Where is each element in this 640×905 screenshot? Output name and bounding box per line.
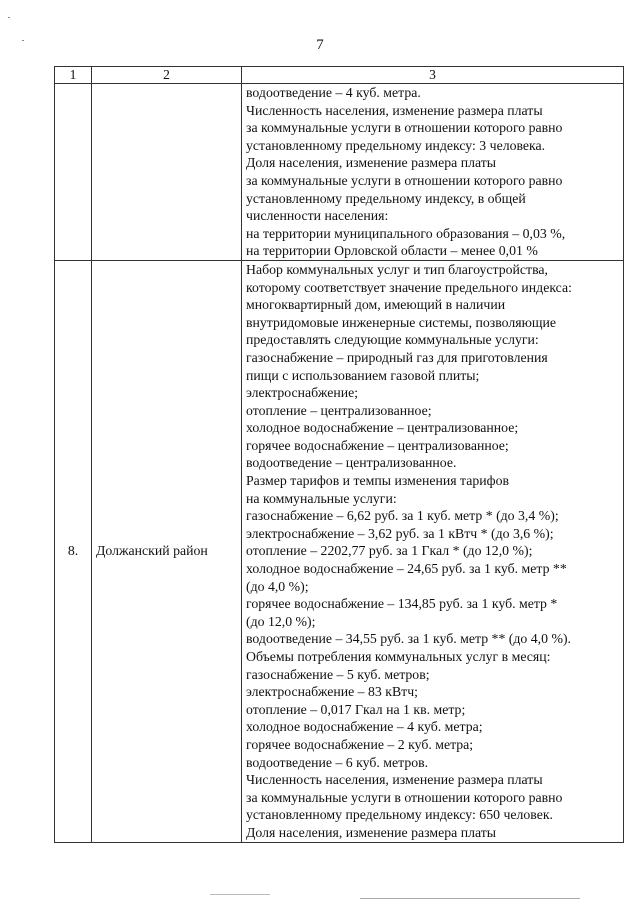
header-cell-1: 1 [55,67,92,84]
description-line: газоснабжение – природный газ для приготовления [246,349,548,365]
description-line: (до 4,0 %); [246,578,309,594]
description-line: Численность населения, изменение размера платы [246,772,543,788]
scan-artifact [8,17,10,18]
description-line: Численность населения, изменение размера платы [246,102,543,118]
description-line: установленному предельному индексу: 650 человек. [246,807,554,823]
description-line: электроснабжение – 3,62 руб. за 1 кВтч * (до 3,6 %); [246,525,554,541]
description-line: за коммунальные услуги в отношении которого равно [246,120,563,136]
row-number-cell [55,84,92,261]
description-line: отопление – 2202,77 руб. за 1 Гкал * (до 12,0 %); [246,543,533,559]
page-number: 7 [316,37,324,53]
scan-artifact [210,894,270,895]
description-line: холодное водоснабжение – 4 куб. метра; [246,719,483,735]
description-line: водоотведение – централизованное. [246,455,457,471]
description-line: электроснабжение – 83 кВтч; [246,684,418,700]
description-line: (до 12,0 %); [246,613,316,629]
description-line: холодное водоснабжение – 24,65 руб. за 1 куб. метр ** [246,561,567,577]
description-line: Набор коммунальных услуг и тип благоустройства, [246,261,548,277]
description-line: установленному предельному индексу, в общей [246,190,526,206]
scan-artifact [22,40,24,41]
header-cell-3: 3 [242,67,624,84]
description-cell [242,84,624,261]
description-line: горячее водоснабжение – централизованное; [246,437,509,453]
district-name-cell: Должанский район [92,260,242,842]
description-line: которому соответствует значение предельного индекса: [246,279,572,295]
description-line: электроснабжение; [246,385,359,401]
description-line: на территории Орловской области – менее 0,01 % [246,243,538,259]
scan-artifact [360,898,580,899]
description-line: внутридомовые инженерные системы, позволяющие [246,314,557,330]
description-line: отопление – 0,017 Гкал на 1 кв. метр; [246,701,466,717]
header-cell-2: 2 [92,67,242,84]
description-line: на коммунальные услуги: [246,490,397,506]
description-line: Доля населения, изменение размера платы [246,824,497,840]
row-number-cell: 8. [55,260,92,842]
description-line: за коммунальные услуги в отношении которого равно [246,172,563,188]
description-line: численности населения: [246,208,389,224]
tariff-table [54,66,624,843]
table-row [55,260,624,842]
description-line: на территории муниципального образования – 0,03 %, [246,225,566,241]
description-line: водоотведение – 6 куб. метров. [246,754,429,770]
description-line: пищи с использованием газовой плиты; [246,367,480,383]
description-line: Объемы потребления коммунальных услуг в месяц: [246,649,551,664]
description-line: установленному предельному индексу: 3 человека. [246,137,546,153]
description-cell [242,260,624,842]
description-line: холодное водоснабжение – централизованное; [246,420,519,436]
description-line: многоквартирный дом, имеющий в наличии [246,297,506,313]
district-name-cell [92,84,242,261]
description-line: Доля населения, изменение размера платы [246,155,497,171]
description-line: отопление – централизованное; [246,402,432,418]
description-line: горячее водоснабжение – 2 куб. метра; [246,736,474,752]
table-row [55,84,624,261]
description-line: горячее водоснабжение – 134,85 руб. за 1 куб. метр * [246,596,558,612]
table-header-row [55,67,624,84]
description-line: газоснабжение – 6,62 руб. за 1 куб. метр * (до 3,4 %); [246,508,559,524]
description-line: за коммунальные услуги в отношении которого равно [246,789,563,805]
description-line: предоставлять следующие коммунальные услуги: [246,332,539,348]
description-line: Размер тарифов и темпы изменения тарифов [246,473,509,489]
description-line: водоотведение – 34,55 руб. за 1 куб. метр ** (до 4,0 %). [246,631,571,647]
table-body [55,67,624,843]
description-line: газоснабжение – 5 куб. метров; [246,666,430,682]
description-line: водоотведение – 4 куб. метра. [246,85,421,100]
